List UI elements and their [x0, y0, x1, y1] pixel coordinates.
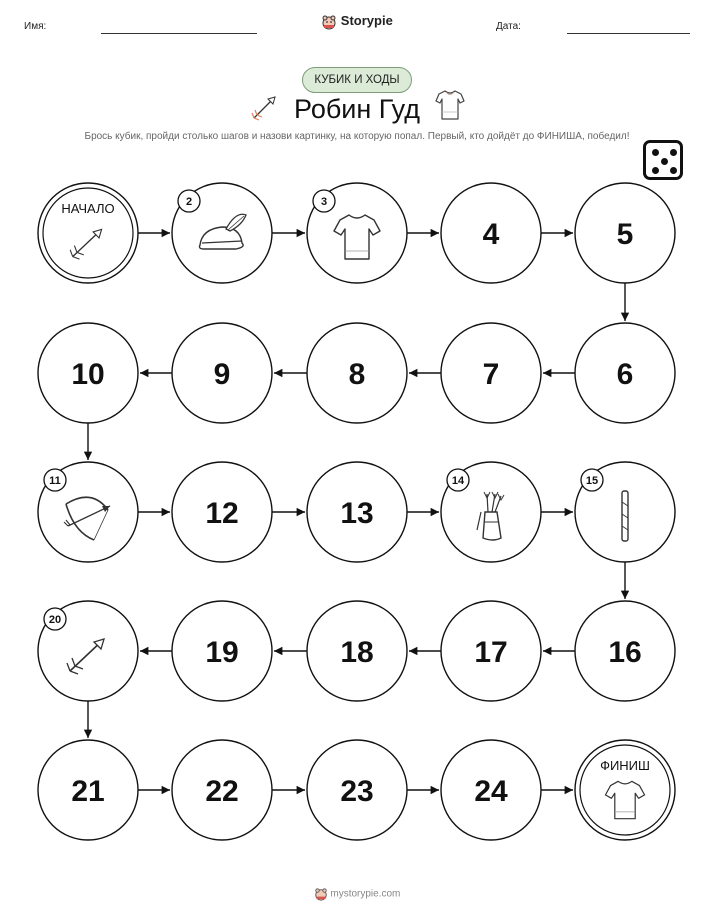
date-label: Дата:	[496, 21, 521, 32]
start-cell	[38, 183, 138, 283]
cell-number: 24	[474, 775, 508, 808]
cell-number: 13	[340, 497, 374, 530]
page-title: Робин Гуд	[294, 94, 420, 124]
cell-number: 4	[482, 218, 500, 251]
board-cell-22	[172, 740, 272, 840]
staff-icon	[622, 491, 628, 541]
board-cell-12	[172, 462, 272, 562]
cell-number: 15	[585, 475, 599, 487]
board-cell-20	[38, 601, 138, 701]
footer-logo-icon	[314, 887, 328, 901]
board-cell-15	[575, 462, 675, 562]
board-cell-14	[441, 462, 541, 562]
cell-number: 23	[340, 775, 374, 808]
start-label: НАЧАЛО	[61, 201, 115, 216]
board-cell-23	[307, 740, 407, 840]
cell-number: 9	[213, 358, 231, 391]
board-cell-11	[38, 462, 138, 562]
cell-number: 19	[205, 636, 239, 669]
cell-number: 5	[616, 218, 634, 251]
board-cell-16	[575, 601, 675, 701]
finish-label: ФИНИШ	[600, 758, 650, 773]
board-cell-18	[307, 601, 407, 701]
board-cell-7	[441, 323, 541, 423]
brand-name: Storypie	[340, 13, 393, 28]
board-cell-21	[38, 740, 138, 840]
board-cell-17	[441, 601, 541, 701]
board-cell-9	[172, 323, 272, 423]
board-cell-3	[307, 183, 407, 283]
name-label: Имя:	[24, 21, 47, 32]
cell-number: 16	[608, 636, 642, 669]
cell-number: 18	[340, 636, 374, 669]
board-cell-13	[307, 462, 407, 562]
cell-number: 14	[451, 475, 465, 487]
board-cell-2	[172, 183, 272, 283]
board-cell-4	[441, 183, 541, 283]
instructions-text: Брось кубик, пройди столько шагов и назови картинку, на которую попал. Первый, кто дойдёт до ФИНИША, победил!	[84, 131, 630, 142]
footer	[0, 887, 714, 901]
cell-number: 8	[348, 358, 366, 391]
footer-site: mystorypie.com	[330, 888, 401, 900]
cell-number: 2	[185, 196, 193, 208]
cell-number: 21	[71, 775, 105, 808]
cell-number: 20	[48, 614, 62, 626]
finish-cell	[575, 740, 675, 840]
cell-number: 10	[71, 358, 105, 391]
category-badge: КУБИК И ХОДЫ	[302, 67, 412, 93]
cell-circle	[38, 183, 138, 283]
board-cell-19	[172, 601, 272, 701]
cell-number: 7	[482, 358, 500, 391]
board-cell-8	[307, 323, 407, 423]
board-cell-5	[575, 183, 675, 283]
cell-number: 17	[474, 636, 508, 669]
cell-number: 6	[616, 358, 634, 391]
cell-number: 3	[320, 196, 328, 208]
cell-number: 12	[205, 497, 239, 530]
board-cell-6	[575, 323, 675, 423]
board-cell-10	[38, 323, 138, 423]
cell-number: 22	[205, 775, 239, 808]
cell-number: 11	[49, 475, 61, 487]
board-cell-24	[441, 740, 541, 840]
